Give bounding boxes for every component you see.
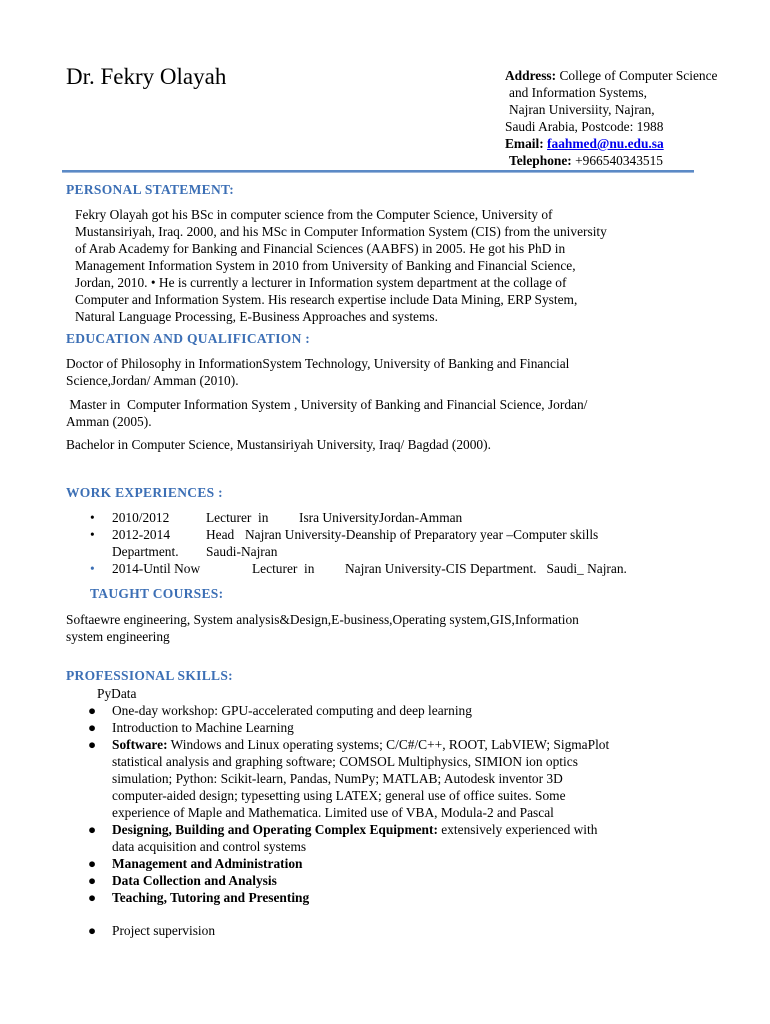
contact-block <box>505 67 718 169</box>
skill-item <box>88 889 708 906</box>
education-bsc-line: Bachelor in Computer Science, Mustansiriyah University, Iraq/ Bagdad (2000). <box>66 437 491 452</box>
skill-text: Project supervision <box>112 923 216 938</box>
work-place: Isra UniversityJordan-Amman <box>299 510 463 525</box>
address-line-1: College of Computer Science <box>559 68 718 83</box>
skills-list <box>88 685 708 939</box>
header-divider <box>62 170 694 172</box>
work-period: 2010/2012 <box>112 510 170 525</box>
skill-item <box>88 821 708 855</box>
work-period: 2014-Until Now <box>112 561 201 576</box>
address-line-4: Saudi Arabia, Postcode: 1988 <box>505 119 664 134</box>
work-role: Head <box>206 527 235 542</box>
education-heading: EDUCATION AND QUALIFICATION : <box>66 331 311 346</box>
candidate-name: Dr. Fekry Olayah <box>66 64 227 89</box>
skill-label: Management and Administration <box>112 856 303 871</box>
bullet-icon: ● <box>88 703 97 718</box>
address-line-3: Najran Universiity, Najran, <box>509 102 655 117</box>
work-place-cont: Department. <box>112 544 179 559</box>
bullet-icon: • <box>90 527 95 542</box>
telephone-label: Telephone: <box>509 153 572 168</box>
taught-heading: TAUGHT COURSES: <box>90 586 224 601</box>
work-place: Najran University-Deanship of Preparatory year –Computer skills <box>245 527 599 542</box>
address-label: Address: <box>505 68 557 83</box>
skill-item <box>88 922 708 939</box>
personal-statement-heading: PERSONAL STATEMENT: <box>66 182 235 197</box>
statement-line: Fekry Olayah got his BSc in computer science from the Computer Science, University of <box>75 207 553 222</box>
statement-line: Natural Language Processing, E-Business Approaches and systems. <box>75 309 438 324</box>
skills-heading: PROFESSIONAL SKILLS: <box>66 668 233 683</box>
education-msc-line: Master in Computer Information System , University of Banking and Financial Science, Jordan/ <box>66 397 588 412</box>
statement-line: Jordan, 2010. • He is currently a lecturer in Information system department at the collage of <box>75 275 567 290</box>
taught-line: Softaewre engineering, System analysis&Design,E-business,Operating system,GIS,Information <box>66 612 579 627</box>
work-role: Lecturer in <box>206 510 269 525</box>
bullet-icon: • <box>90 561 95 576</box>
statement-line: of Arab Academy for Banking and Financial Sciences (AABFS) in 2005. He got his PhD in <box>75 241 566 256</box>
skill-text: data acquisition and control systems <box>112 839 307 854</box>
skill-item <box>88 736 708 821</box>
statement-line: Mustansiriyah, Iraq. 2000, and his MSc in Computer Information System (CIS) from the university <box>75 224 607 239</box>
bullet-icon: • <box>90 510 95 525</box>
skill-text: One-day workshop: GPU-accelerated computing and deep learning <box>112 703 472 718</box>
education-msc <box>66 396 587 430</box>
skill-label: Data Collection and Analysis <box>112 873 277 888</box>
skill-text: experience of Maple and Mathematica. Limited use of VBA, Modula-2 and Pascal <box>112 805 554 820</box>
bullet-icon: ● <box>88 873 97 888</box>
statement-line: Management Information System in 2010 from University of Banking and Financial Science, <box>75 258 576 273</box>
work-period: 2012-2014 <box>112 527 171 542</box>
work-place: Najran University-CIS Department. Saudi_ Najran. <box>345 561 627 576</box>
skill-label: Software: <box>112 737 168 752</box>
taught-courses <box>66 611 579 645</box>
bullet-icon: ● <box>88 856 97 871</box>
education-bsc <box>66 436 491 453</box>
bullet-icon: ● <box>88 923 97 938</box>
education-phd-line: Doctor of Philosophy in InformationSystem Technology, University of Banking and Financial <box>66 356 570 371</box>
work-item <box>90 526 627 560</box>
telephone-value: +966540343515 <box>575 153 664 168</box>
taught-line: system engineering <box>66 629 170 644</box>
email-link[interactable]: faahmed@nu.edu.sa <box>547 136 664 151</box>
skill-item <box>88 702 708 719</box>
skill-text: extensively experienced with <box>437 822 598 837</box>
work-heading: WORK EXPERIENCES : <box>66 485 223 500</box>
skill-label: Teaching, Tutoring and Presenting <box>112 890 310 905</box>
work-item <box>90 509 627 526</box>
personal-statement-text <box>75 206 607 325</box>
skill-text: statistical analysis and graphing software; COMSOL Multiphysics, SIMION ion optics <box>112 754 578 769</box>
statement-line: Computer and Information System. His research expertise include Data Mining, ERP System, <box>75 292 578 307</box>
skill-item <box>88 872 708 889</box>
skills-intro: PyData <box>97 686 137 701</box>
skill-text: simulation; Python: Scikit-learn, Pandas, NumPy; MATLAB; Autodesk inventor 3D <box>112 771 563 786</box>
work-role: Lecturer in <box>252 561 315 576</box>
skill-text: Windows and Linux operating systems; C/C#/C++, ROOT, LabVIEW; SigmaPlot <box>167 737 610 752</box>
skill-label: Designing, Building and Operating Complex Equipment: <box>112 822 438 837</box>
skill-item <box>88 719 708 736</box>
education-phd-line: Science,Jordan/ Amman (2010). <box>66 373 239 388</box>
work-list <box>90 509 627 577</box>
email-label: Email: <box>505 136 544 151</box>
skill-item <box>88 855 708 872</box>
education-phd <box>66 355 569 389</box>
skill-text: computer-aided design; typesetting using LATEX; general use of office suites. Some <box>112 788 566 803</box>
skill-text: Introduction to Machine Learning <box>112 720 294 735</box>
bullet-icon: ● <box>88 822 97 837</box>
bullet-icon: ● <box>88 737 97 752</box>
education-msc-line: Amman (2005). <box>66 414 152 429</box>
bullet-icon: ● <box>88 720 97 735</box>
work-item <box>90 560 627 577</box>
address-line-2: and Information Systems, <box>509 85 647 100</box>
bullet-icon: ● <box>88 890 97 905</box>
work-place-cont: Saudi-Najran <box>206 544 278 559</box>
